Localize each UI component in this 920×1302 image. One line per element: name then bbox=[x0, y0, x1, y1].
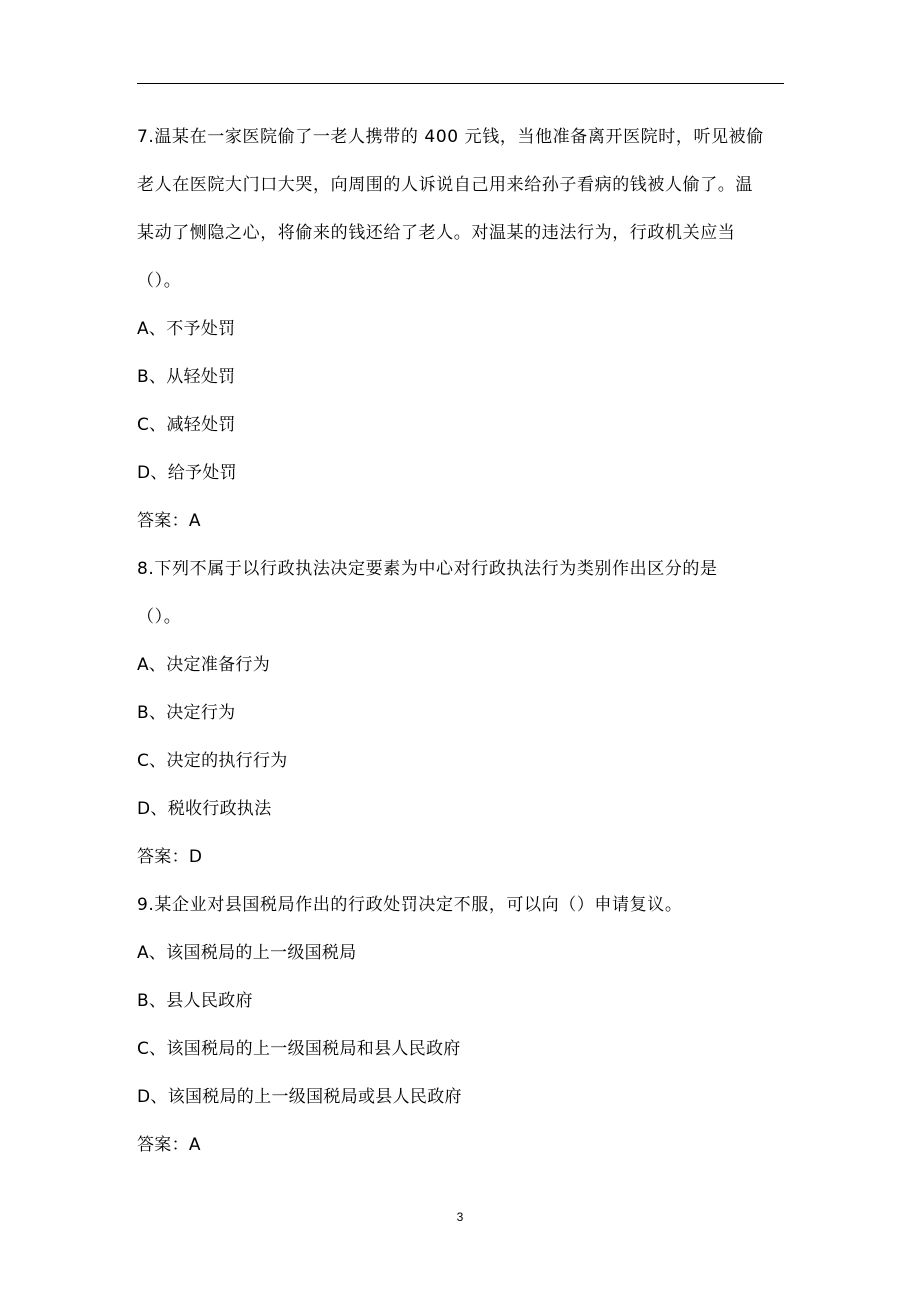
stem-line: 9.某企业对县国税局作出的行政处罚决定不服，可以向（）申请复议。 bbox=[137, 895, 683, 915]
stem-line: （）。 bbox=[137, 271, 182, 291]
option-b: B、从轻处罚 bbox=[137, 367, 236, 387]
option-c: C、减轻处罚 bbox=[137, 415, 236, 435]
option-a: A、决定准备行为 bbox=[137, 655, 271, 675]
stem-line: 老人在医院大门口大哭，向周围的人诉说自己用来给孙子看病的钱被人偷了。温 bbox=[137, 175, 753, 195]
document-body bbox=[137, 113, 787, 1169]
option-d: D、该国税局的上一级国税局或县人民政府 bbox=[137, 1087, 462, 1107]
option-c: C、决定的执行行为 bbox=[137, 751, 288, 771]
stem-line: （）。 bbox=[137, 607, 182, 627]
question-stem bbox=[137, 881, 787, 929]
option-d: D、税收行政执法 bbox=[137, 799, 272, 819]
answer: 答案：A bbox=[137, 511, 201, 531]
question-8 bbox=[137, 545, 787, 881]
stem-line: 8.下列不属于以行政执法决定要素为中心对行政执法行为类别作出区分的是 bbox=[137, 559, 718, 579]
stem-line: 7.温某在一家医院偷了一老人携带的 400 元钱，当他准备离开医院时，听见被偷 bbox=[137, 127, 764, 147]
stem-line: 某动了恻隐之心，将偷来的钱还给了老人。对温某的违法行为，行政机关应当 bbox=[137, 223, 736, 243]
option-b: B、县人民政府 bbox=[137, 991, 253, 1011]
question-9 bbox=[137, 881, 787, 1169]
answer: 答案：A bbox=[137, 1135, 201, 1155]
header-rule bbox=[137, 83, 784, 84]
question-stem bbox=[137, 113, 787, 305]
page-number: 3 bbox=[456, 1210, 464, 1224]
answer: 答案：D bbox=[137, 847, 203, 867]
question-stem bbox=[137, 545, 787, 641]
option-b: B、决定行为 bbox=[137, 703, 236, 723]
option-a: A、不予处罚 bbox=[137, 319, 236, 339]
option-a: A、该国税局的上一级国税局 bbox=[137, 943, 357, 963]
option-d: D、给予处罚 bbox=[137, 463, 237, 483]
question-7 bbox=[137, 113, 787, 545]
option-c: C、该国税局的上一级国税局和县人民政府 bbox=[137, 1039, 461, 1059]
